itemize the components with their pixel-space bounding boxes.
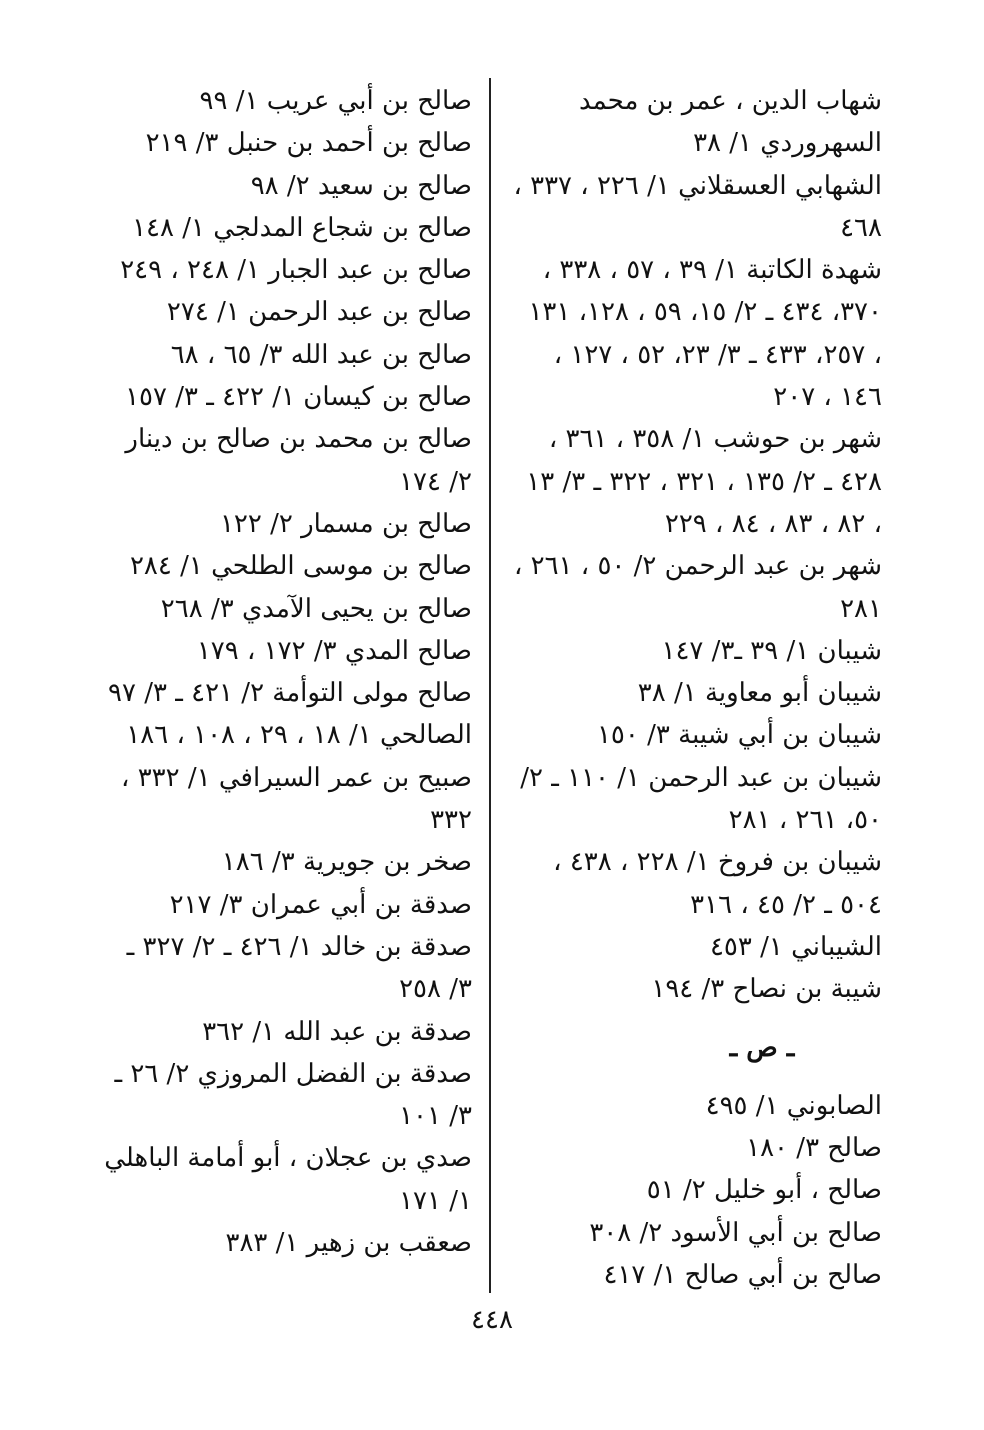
index-entry: صالح بن عبد الرحمن ١/ ٢٧٤ — [166, 297, 472, 328]
index-entry: صدقة بن خالد ١/ ٤٢٦ ـ ٢/ ٣٢٧ ـ ٣/ ٢٥٨ — [126, 931, 472, 1005]
index-entry: صالح بن أحمد بن حنبل ٣/ ٢١٩ — [145, 128, 472, 159]
column-divider — [489, 78, 491, 1293]
index-entry: صالح بن عبد الله ٣/ ٦٥ ، ٦٨ — [170, 339, 472, 370]
index-entry: صالح بن أبي عريب ١/ ٩٩ — [199, 86, 472, 116]
index-entry: شيبان بن أبي شيبة ٣/ ١٥٠ — [596, 720, 882, 751]
index-entry: صالح ، أبو خليل ٢/ ٥١ — [646, 1175, 882, 1206]
left-column — [100, 80, 472, 1264]
index-entry: صالح بن مسمار ٢/ ١٢٢ — [219, 508, 472, 539]
index-entry: صدقة بن الفضل المروزي ٢/ ٢٦ ـ ٣/ ١٠١ — [114, 1058, 472, 1132]
section-spacer — [512, 1071, 882, 1085]
index-entry: الصابوني ١/ ٤٩٥ — [705, 1090, 882, 1121]
index-entry: صالح بن سعيد ٢/ ٩٨ — [250, 170, 472, 201]
index-entry: صالح بن محمد بن صالح بن دينار ٢/ ١٧٤ — [125, 424, 472, 497]
index-entry: صالح بن كيسان ١/ ٤٢٢ ـ ٣/ ١٥٧ — [125, 382, 472, 413]
index-entry: صالح المدي ٣/ ١٧٢ ، ١٧٩ — [196, 635, 472, 666]
index-entry: شهر بن عبد الرحمن ٢/ ٥٠ ، ٢٦١ ، ٢٨١ — [513, 551, 882, 624]
index-entry: صعقب بن زهير ١/ ٣٨٣ — [225, 1228, 472, 1259]
index-entry: الشهابي العسقلاني ١/ ٢٢٦ ، ٣٣٧ ، ٤٦٨ — [513, 170, 882, 243]
index-entry: صدي بن عجلان ، أبو أمامة الباهلي ١/ ١٧١ — [104, 1143, 472, 1216]
right-column — [512, 80, 882, 1296]
right-entries-b — [512, 1085, 882, 1296]
right-entries-a — [512, 80, 882, 1011]
index-entry: صالح بن عبد الجبار ١/ ٢٤٨ ، ٢٤٩ — [120, 255, 472, 286]
index-entry: شيبان ١/ ٣٩ ـ٣/ ١٤٧ — [661, 635, 882, 666]
index-entry: صالح مولى التوأمة ٢/ ٤٢١ ـ ٣/ ٩٧ — [108, 678, 472, 709]
index-entry: شيبان بن عبد الرحمن ١/ ١١٠ ـ ٢/ ٥٠، ٢٦١ ، ٢٨١ — [520, 762, 882, 836]
index-entry: صالح بن أبي صالح ١/ ٤١٧ — [603, 1260, 882, 1291]
section-spacer — [512, 1011, 882, 1025]
page-number: ٤٤٨ — [471, 1305, 513, 1335]
index-entry: شيبان بن فروخ ١/ ٢٢٨ ، ٤٣٨ ، ٥٠٤ ـ ٢/ ٤٥ ، ٣١٦ — [553, 847, 882, 920]
index-entry: شيبان أبو معاوية ١/ ٣٨ — [637, 678, 882, 709]
index-entry: شهدة الكاتبة ١/ ٣٩ ، ٥٧ ، ٣٣٨ ، ٣٧٠، ٤٣٤ ـ ٢/ ١٥، ٥٩ ، ١٢٨، ١٣١ ، ٢٥٧، ٤٣٣ ـ ٣/ ٢٣، ٥٢ ، ١٢٧ ، ١٤٦ ، ٢٠٧ — [528, 255, 882, 413]
index-entry: شهاب الدين ، عمر بن محمد السهروردي ١/ ٣٨ — [578, 86, 882, 159]
index-entry: شهر بن حوشب ١/ ٣٥٨ ، ٣٦١ ، ٤٢٨ ـ ٢/ ١٣٥ ، ٣٢١ ، ٣٢٢ ـ ٣/ ١٣ ، ٨٢ ، ٨٣ ، ٨٤ ، ٢٢٩ — [526, 424, 882, 539]
index-entry: الشيباني ١/ ٤٥٣ — [709, 931, 882, 962]
index-entry: صالح بن موسى الطلحي ١/ ٢٨٤ — [129, 551, 472, 582]
index-entry: صالح بن يحيى الآمدي ٣/ ٢٦٨ — [160, 593, 472, 624]
index-entry: شيبة بن نصاح ٣/ ١٩٤ — [651, 974, 882, 1005]
index-entry: صالح بن أبي الأسود ٢/ ٣٠٨ — [589, 1217, 882, 1248]
index-entry: الصالحي ١/ ١٨ ، ٢٩ ، ١٠٨ ، ١٨٦ — [126, 720, 472, 751]
index-entry: صالح بن شجاع المدلجي ١/ ١٤٨ — [132, 212, 472, 243]
index-entry: صالح ٣/ ١٨٠ — [746, 1133, 882, 1164]
index-entry: صدقة بن أبي عمران ٣/ ٢١٧ — [169, 889, 472, 920]
index-entry: صخر بن جويرية ٣/ ١٨٦ — [221, 847, 472, 878]
index-entry: صبيح بن عمر السيرافي ١/ ٣٣٢ ، ٣٣٢ — [121, 762, 472, 836]
index-entry: صدقة بن عبد الله ١/ ٣٦٢ — [202, 1016, 472, 1047]
section-heading: ـ ص ـ — [729, 1032, 795, 1063]
